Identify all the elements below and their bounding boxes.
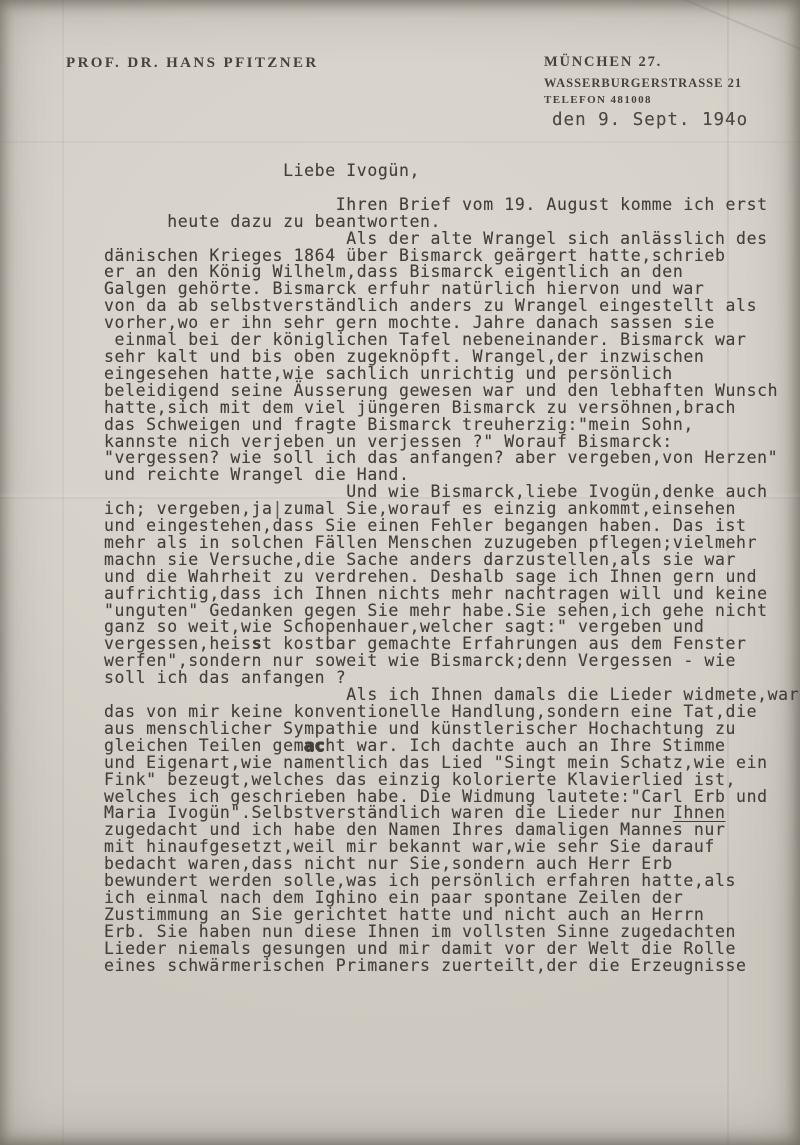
- letter-line: welches ich geschrieben habe. Die Widmung lautete:"Carl Erb und: [104, 786, 768, 806]
- letter-line: und Eigenart,wie namentlich das Lied "Singt mein Schatz,wie ein: [104, 752, 768, 772]
- letter-line: und reichte Wrangel die Hand.: [104, 465, 410, 485]
- letter-line: Als der alte Wrangel sich anlässlich des: [104, 228, 768, 248]
- letter-line: Zustimmung an Sie gerichtet hatte und nicht auch an Herrn: [104, 904, 705, 924]
- letter-line: und eingestehen,dass Sie einen Fehler begangen haben. Das ist: [104, 516, 747, 536]
- letter-line: hatte,sich mit dem viel jüngeren Bismarck zu versöhnen,brach: [104, 397, 737, 417]
- letter-line: zugedacht und ich habe den Namen Ihres damaligen Mannes nur: [104, 820, 726, 840]
- letter-line: werfen",sondern nur soweit wie Bismarck;denn Vergessen - wie: [104, 651, 737, 671]
- letter-line: vorher,wo er ihn sehr gern mochte. Jahre danach sassen sie: [104, 313, 715, 333]
- letter-line: kannste nich verjeben un verjessen ?" Worauf Bismarck:: [104, 431, 673, 451]
- letter-line: Maria Ivogün".Selbstverständlich waren die Lieder nur Ihnen: [104, 803, 726, 823]
- letter-line: dänischen Krieges 1864 über Bismarck geärgert hatte,schrieb: [104, 245, 726, 265]
- letter-line: soll ich das anfangen ?: [104, 668, 347, 688]
- letterhead-sender-name: PROF. DR. HANS PFITZNER: [66, 55, 319, 71]
- letter-line: mit hinaufgesetzt,weil mir bekannt war,wie sehr Sie darauf: [104, 837, 715, 857]
- letter-line: "unguten" Gedanken gegen Sie mehr habe.Sie sehen,ich gehe nicht: [104, 600, 768, 620]
- letter-line: und die Wahrheit zu verdrehen. Deshalb sage ich Ihnen gern und: [104, 566, 758, 586]
- letter-line: ich einmal nach dem Ighino ein paar spontane Zeilen der: [104, 887, 684, 907]
- date-line: den 9. Sept. 194o: [552, 110, 749, 130]
- letter-line: machn sie Versuche,die Sache anders darzustellen,als sie war: [104, 549, 737, 569]
- letter-line: Liebe Ivogün,: [104, 161, 421, 180]
- letter-line: Als ich Ihnen damals die Lieder widmete,war: [104, 685, 800, 705]
- letter-line: von da ab selbstverständlich anders zu Wrangel eingestellt als: [104, 296, 758, 316]
- letter-line: Lieder niemals gesungen und mir damit vor der Welt die Rolle: [104, 938, 737, 958]
- letterhead-city: MÜNCHEN 27.: [544, 54, 663, 70]
- letter-line: sehr kalt und bis oben zugeknöpft. Wrangel,der inzwischen: [104, 346, 705, 366]
- letter-line: Erb. Sie haben nun diese Ihnen im vollsten Sinne zugedachten: [104, 921, 737, 941]
- letter-line: gleichen Teilen gemacht war. Ich dachte auch an Ihre Stimme: [104, 735, 726, 755]
- letterhead-phone: TELEFON 481008: [544, 94, 652, 106]
- letter-line: heute dazu zu beantworten.: [104, 211, 442, 231]
- letter-line: "vergessen? wie soll ich das anfangen? aber vergeben,von Herzen": [104, 448, 779, 468]
- paper-crease-horizontal-top: [0, 141, 800, 143]
- letter-line: mehr als in solchen Fällen Menschen zuzugeben pflegen;vielmehr: [104, 532, 758, 552]
- letter-line: das von mir keine konventionelle Handlung,sondern eine Tat,die: [104, 702, 758, 721]
- letter-line: aufrichtig,dass ich Ihnen nichts mehr nachtragen will und keine: [104, 583, 768, 603]
- paper-crease-vertical-left: [62, 0, 64, 1145]
- letter-line: bedacht waren,dass nicht nur Sie,sondern auch Herr Erb: [104, 854, 673, 874]
- letter-line: er an den König Wilhelm,dass Bismarck eigentlich an den: [104, 262, 684, 282]
- letter-line: eines schwärmerischen Primaners zuerteilt,der die Erzeugnisse: [104, 955, 747, 975]
- letter-body: [104, 161, 800, 975]
- letterhead-address-block: [544, 54, 742, 106]
- letterhead-street: WASSERBURGERSTRASSE 21: [544, 76, 743, 90]
- letter-line: ich; vergeben,ja|zumal Sie,worauf es einzig ankommt,einsehen: [104, 498, 737, 519]
- letter-line: vergessen,heisst kostbar gemachte Erfahrungen aus dem Fenster: [104, 634, 747, 654]
- letter-line: Und wie Bismarck,liebe Ivogün,denke auch: [104, 482, 768, 502]
- letter-line: beleidigend seine Äusserung gewesen war und den lebhaften Wunsch: [104, 380, 779, 400]
- letter-line: das Schweigen und fragte Bismarck treuherzig:"mein Sohn,: [104, 414, 694, 434]
- letter-line: Ihren Brief vom 19. August komme ich erst: [104, 194, 768, 214]
- letter-line: Galgen gehörte. Bismarck erfuhr natürlich hiervon und war: [104, 279, 705, 299]
- letter-line: aus menschlicher Sympathie und künstlerischer Hochachtung zu: [104, 718, 737, 738]
- letter-line: Fink" bezeugt,welches das einzig kolorierte Klavierlied ist,: [104, 769, 737, 789]
- letter-line: bewundert werden solle,was ich persönlich erfahren hatte,als: [104, 871, 737, 891]
- letter-line: eingesehen hatte,wie sachlich unrichtig und persönlich: [104, 363, 673, 383]
- letter-line: ganz so weit,wie Schopenhauer,welcher sagt:" vergeben und: [104, 617, 705, 637]
- letter-line: einmal bei der königlichen Tafel nebeneinander. Bismarck war: [104, 330, 747, 350]
